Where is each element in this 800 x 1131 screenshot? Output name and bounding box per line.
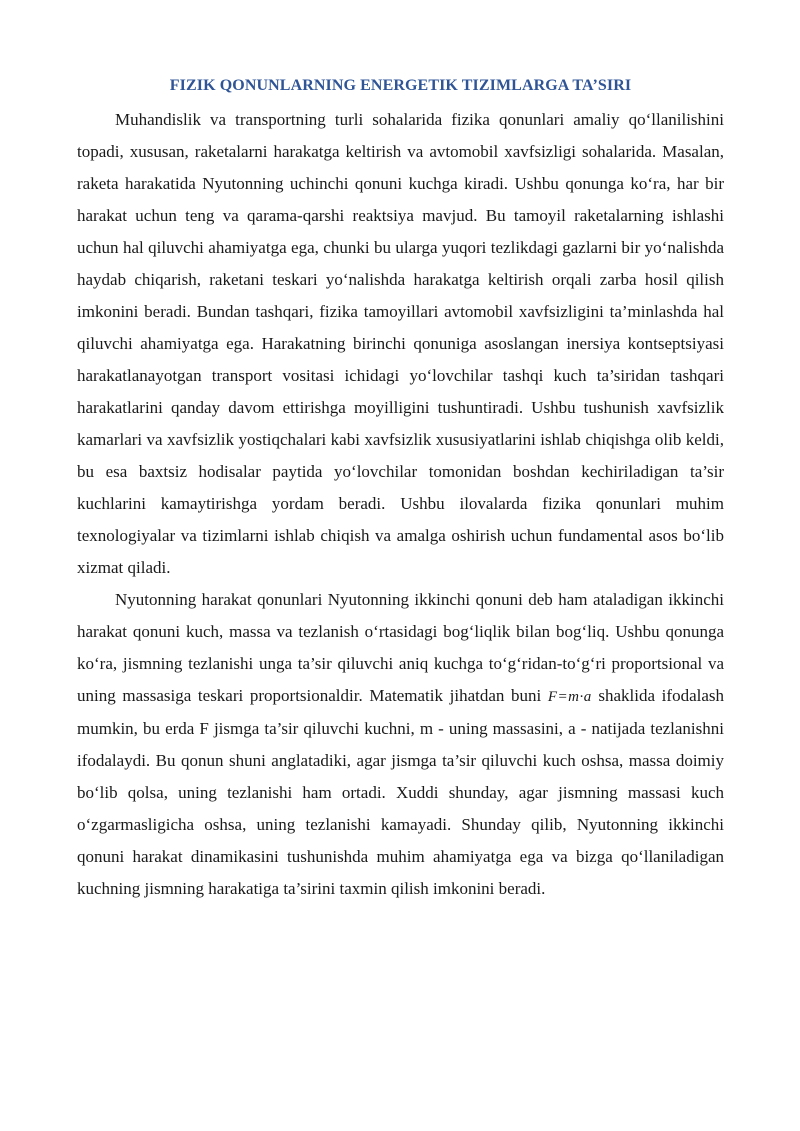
formula-newton-second-law: F=m·a (547, 689, 592, 705)
document-title: FIZIK QONUNLARNING ENERGETIK TIZIMLARGA TA’SIRI (169, 77, 632, 94)
paragraph-2-text-before: Nyutonning harakat qonunlari Nyutonning ikkinchi qonuni deb ham ataladigan ikkinchi harakat qonuni kuch, massa va tezlanish o‘rtasidagi bog‘liqlik bilan bog‘liq. Ushbu qonunga ko‘ra, jismning tezlanishi unga ta’sir qiluvchi aniq kuchga to‘g‘ridan-to‘g‘ri proportsional va uning massasiga teskari proportsionaldir. Matematik jihatdan buni (77, 590, 724, 705)
document-page (77, 74, 724, 905)
body-paragraph-1: Muhandislik va transportning turli sohalarida fizika qonunlari amaliy qo‘llanilishini topadi, xususan, raketalarni harakatga keltirish va avtomobil xavfsizligi sohalarida. Masalan, raketa harakatida Nyutonning uchinchi qonuni kuchga kiradi. Ushbu qonunga ko‘ra, har bir harakat uchun teng va qarama-qarshi reaktsiya mavjud. Bu tamoyil raketalarning ishlashi uchun hal qiluvchi ahamiyatga ega, chunki bu ularga yuqori tezlikdagi gazlarni bir yo‘nalishda haydab chiqarish, raketani teskari yo‘nalishda harakatga keltirish orqali zarba hosil qilish imkonini beradi. Bundan tashqari, fizika tamoyillari avtomobil xavfsizligini ta’minlashda hal qiluvchi ahamiyatga ega. Harakatning birinchi qonuniga asoslangan inersiya kontseptsiyasi harakatlanayotgan transport vositasi ichidagi yo‘lovchilar tashqi kuch ta’siridan tashqari harakatlarini qanday davom ettirishga moyilligini tushuntiradi. Ushbu tushunish xavfsizlik kamarlari va xavfsizlik yostiqchalari kabi xavfsizlik xususiyatlarini ishlab chiqishga olib keldi, bu esa baxtsiz hodisalar paytida yo‘lovchilar tomonidan boshdan kechiriladigan ta’sir kuchlarini kamaytirishga yordam beradi. Ushbu ilovalarda fizika qonunlari muhim texnologiyalar va tizimlarni ishlab chiqish va amalga oshirish uchun fundamental asos bo‘lib xizmat qiladi. (77, 110, 724, 577)
body-paragraph-2 (77, 584, 724, 905)
paragraph-2-text-after: shaklida ifodalash mumkin, bu erda F jismga ta’sir qiluvchi kuchni, m - uning massasini, a - natijada tezlanishni ifodalaydi. Bu qonun shuni anglatadiki, agar jismga ta’sir qiluvchi kuch oshsa, massa doimiy bo‘lib qolsa, uning tezlanishi ham ortadi. Xuddi shunday, agar jismning massasi kuch o‘zgarmasligicha oshsa, uning tezlanishi kamayadi. Shunday qilib, Nyutonning ikkinchi qonuni harakat dinamikasini tushunishda muhim ahamiyatga ega va bizga qo‘llaniladigan kuchning jismning harakatiga ta’sirini taxmin qilish imkonini beradi. (77, 686, 724, 898)
